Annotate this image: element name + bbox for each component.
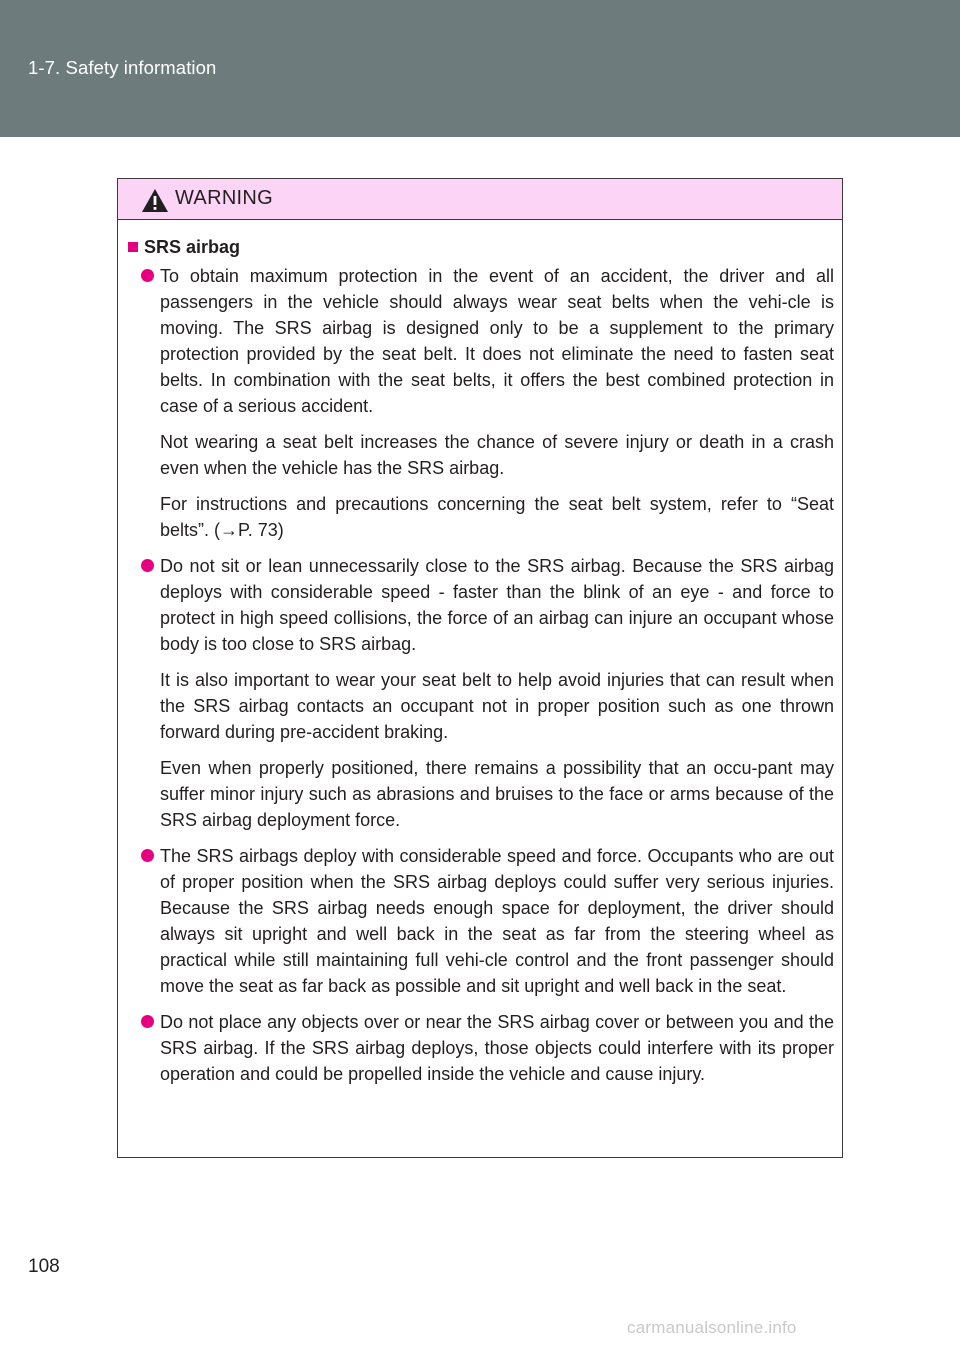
warning-triangle-icon (141, 188, 169, 213)
circle-bullet-icon (141, 269, 154, 282)
paragraph: Do not place any objects over or near the SRS airbag cover or between you and the SRS airbag. If the SRS airbag deploys, those objects could interfere with its proper operation and could be propelled inside the vehicle and cause injury. (160, 1012, 834, 1084)
page-number: 108 (28, 1256, 60, 1277)
paragraph: Not wearing a seat belt increases the chance of severe injury or death in a crash even when the vehicle has the SRS airbag. (160, 432, 834, 478)
paragraph: The SRS airbags deploy with considerable speed and force. Occupants who are out of proper position when the SRS airbag deploys could suffer very serious injuries. Because the SRS airbag needs enough space for deployment, the driver should always sit upright and well back in the seat as far from the steering wheel as practical while still maintaining full vehi-cle control and the front passenger should move the seat as far back as possible and sit upright and well back in the seat. (160, 846, 834, 996)
warning-body (118, 235, 842, 1087)
paragraph: It is also important to wear your seat belt to help avoid injuries that can result when the SRS airbag contacts an occupant not in proper position such as one thrown forward during pre-accident braking. (160, 670, 834, 742)
watermark: carmanualsonline.info (627, 1318, 797, 1337)
warning-label: WARNING (175, 187, 274, 209)
paragraph: To obtain maximum protection in the event of an accident, the driver and all passengers in the vehicle should always wear seat belts when the vehi-cle is moving. The SRS airbag is designed only to be a supplement to the primary protection provided by the seat belt. It does not eliminate the need to fasten seat belts. In combination with the seat belts, it offers the best combined protection in case of a serious accident. (160, 266, 834, 416)
bullet-item (128, 843, 834, 999)
paragraph: Even when properly positioned, there remains a possibility that an occu-pant may suffer minor injury such as abrasions and bruises to the face or arms because of the SRS airbag deployment force. (160, 758, 834, 830)
bullet-item (128, 263, 834, 543)
circle-bullet-icon (141, 849, 154, 862)
bullet-item (128, 553, 834, 833)
paragraph: For instructions and precautions concerning the seat belt system, refer to “Seat belts”. (→P. 73) (160, 494, 834, 540)
square-bullet-icon (128, 242, 138, 252)
bullet-item (128, 1009, 834, 1087)
paragraph: Do not sit or lean unnecessarily close to the SRS airbag. Because the SRS airbag deploys with considerable speed - faster than the blink of an eye - and force to protect in high speed collisions, the force of an airbag can injure an occupant whose body is too close to SRS airbag. (160, 556, 834, 654)
warning-header (118, 179, 842, 220)
section-title: 1-7. Safety information (28, 57, 217, 78)
warning-box (117, 178, 843, 1158)
circle-bullet-icon (141, 1015, 154, 1028)
subheading-text: SRS airbag (144, 236, 241, 257)
subheading (128, 235, 834, 259)
circle-bullet-icon (141, 559, 154, 572)
header-band (0, 0, 960, 137)
